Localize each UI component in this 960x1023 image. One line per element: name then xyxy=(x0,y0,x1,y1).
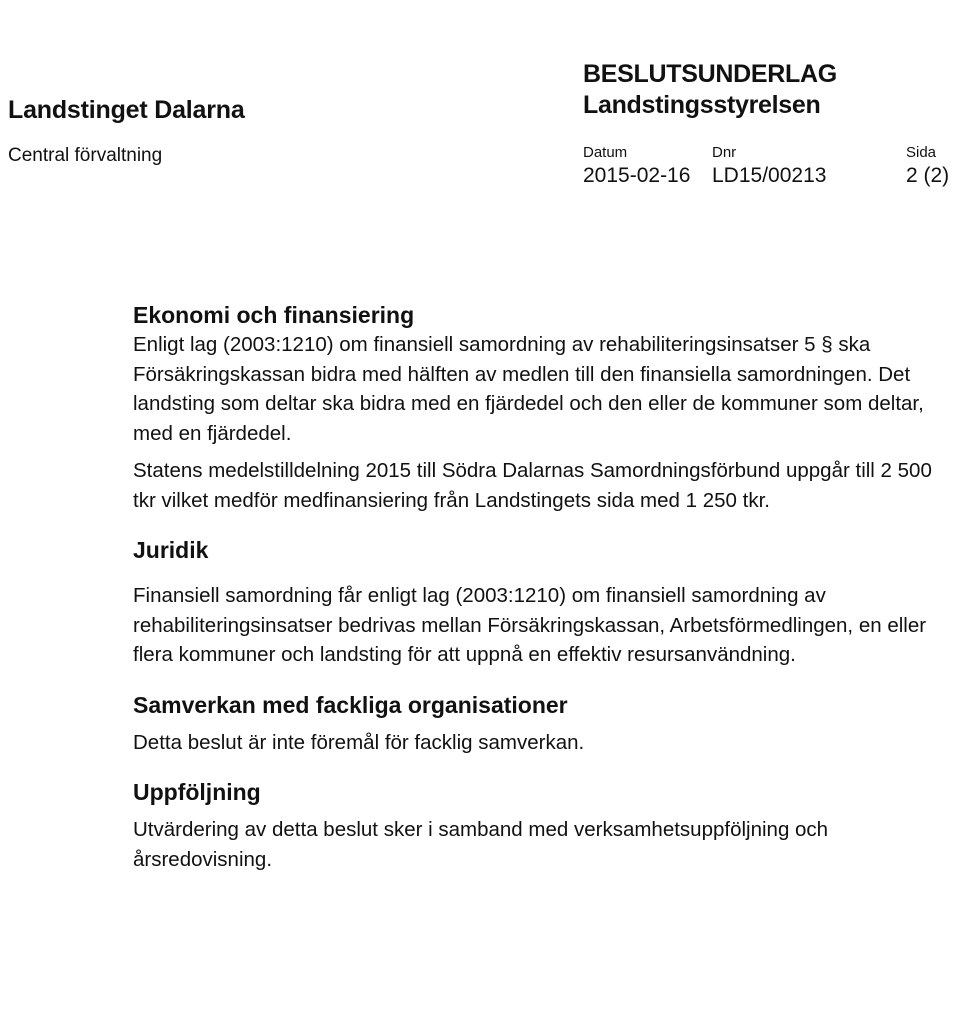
paragraph-ekonomi-2: Statens medelstilldelning 2015 till Södra Dalarnas Samordningsförbund uppgår till 2 500 tkr vilket medför medfinansiering från Landstingets sida med 1 250 tkr. xyxy=(133,459,932,512)
document-body xyxy=(133,300,960,874)
section-heading-uppfoljning: Uppföljning xyxy=(133,779,261,805)
paragraph-samverkan: Detta beslut är inte föremål för facklig samverkan. xyxy=(133,730,585,754)
date-value: 2015-02-16 xyxy=(583,164,691,187)
organization-name: Landstinget Dalarna xyxy=(8,96,245,124)
dnr-label: Dnr xyxy=(712,144,737,161)
section-heading-juridik: Juridik xyxy=(133,537,209,563)
paragraph-uppfoljning: Utvärdering av detta beslut sker i samband med verksamhetsuppföljning och årsredovisning. xyxy=(133,818,829,871)
document-type: BESLUTSUNDERLAG xyxy=(583,60,837,88)
section-samverkan xyxy=(133,690,960,758)
section-juridik xyxy=(133,535,960,670)
dnr-value: LD15/00213 xyxy=(712,164,827,187)
page-label: Sida xyxy=(906,144,937,161)
page-number: 2 (2) xyxy=(906,164,950,187)
paragraph-ekonomi-1: Enligt lag (2003:1210) om finansiell samordning av rehabiliteringsinsatser 5 § ska Försäkringskassan bidra med hälften av medlen till den finansiella samordningen. Det landsting som deltar ska bidra med en fjärdedel och den eller de kommuner som deltar, med en fjärdedel. xyxy=(133,333,924,445)
decision-body: Landstingsstyrelsen xyxy=(583,91,821,119)
section-heading-samverkan: Samverkan med fackliga organisationer xyxy=(133,691,568,718)
section-ekonomi xyxy=(133,300,960,515)
date-label: Datum xyxy=(583,144,628,161)
section-heading-ekonomi: Ekonomi och finansiering xyxy=(133,302,415,328)
section-uppfoljning xyxy=(133,777,960,874)
organization-unit: Central förvaltning xyxy=(8,145,163,166)
paragraph-juridik: Finansiell samordning får enligt lag (2003:1210) om finansiell samordning av rehabiliteringsinsatser bedrivas mellan Försäkringskassan, Arbetsförmedlingen, en eller flera kommuner och landsting för att uppnå en effektiv resursanvändning. xyxy=(133,584,927,666)
